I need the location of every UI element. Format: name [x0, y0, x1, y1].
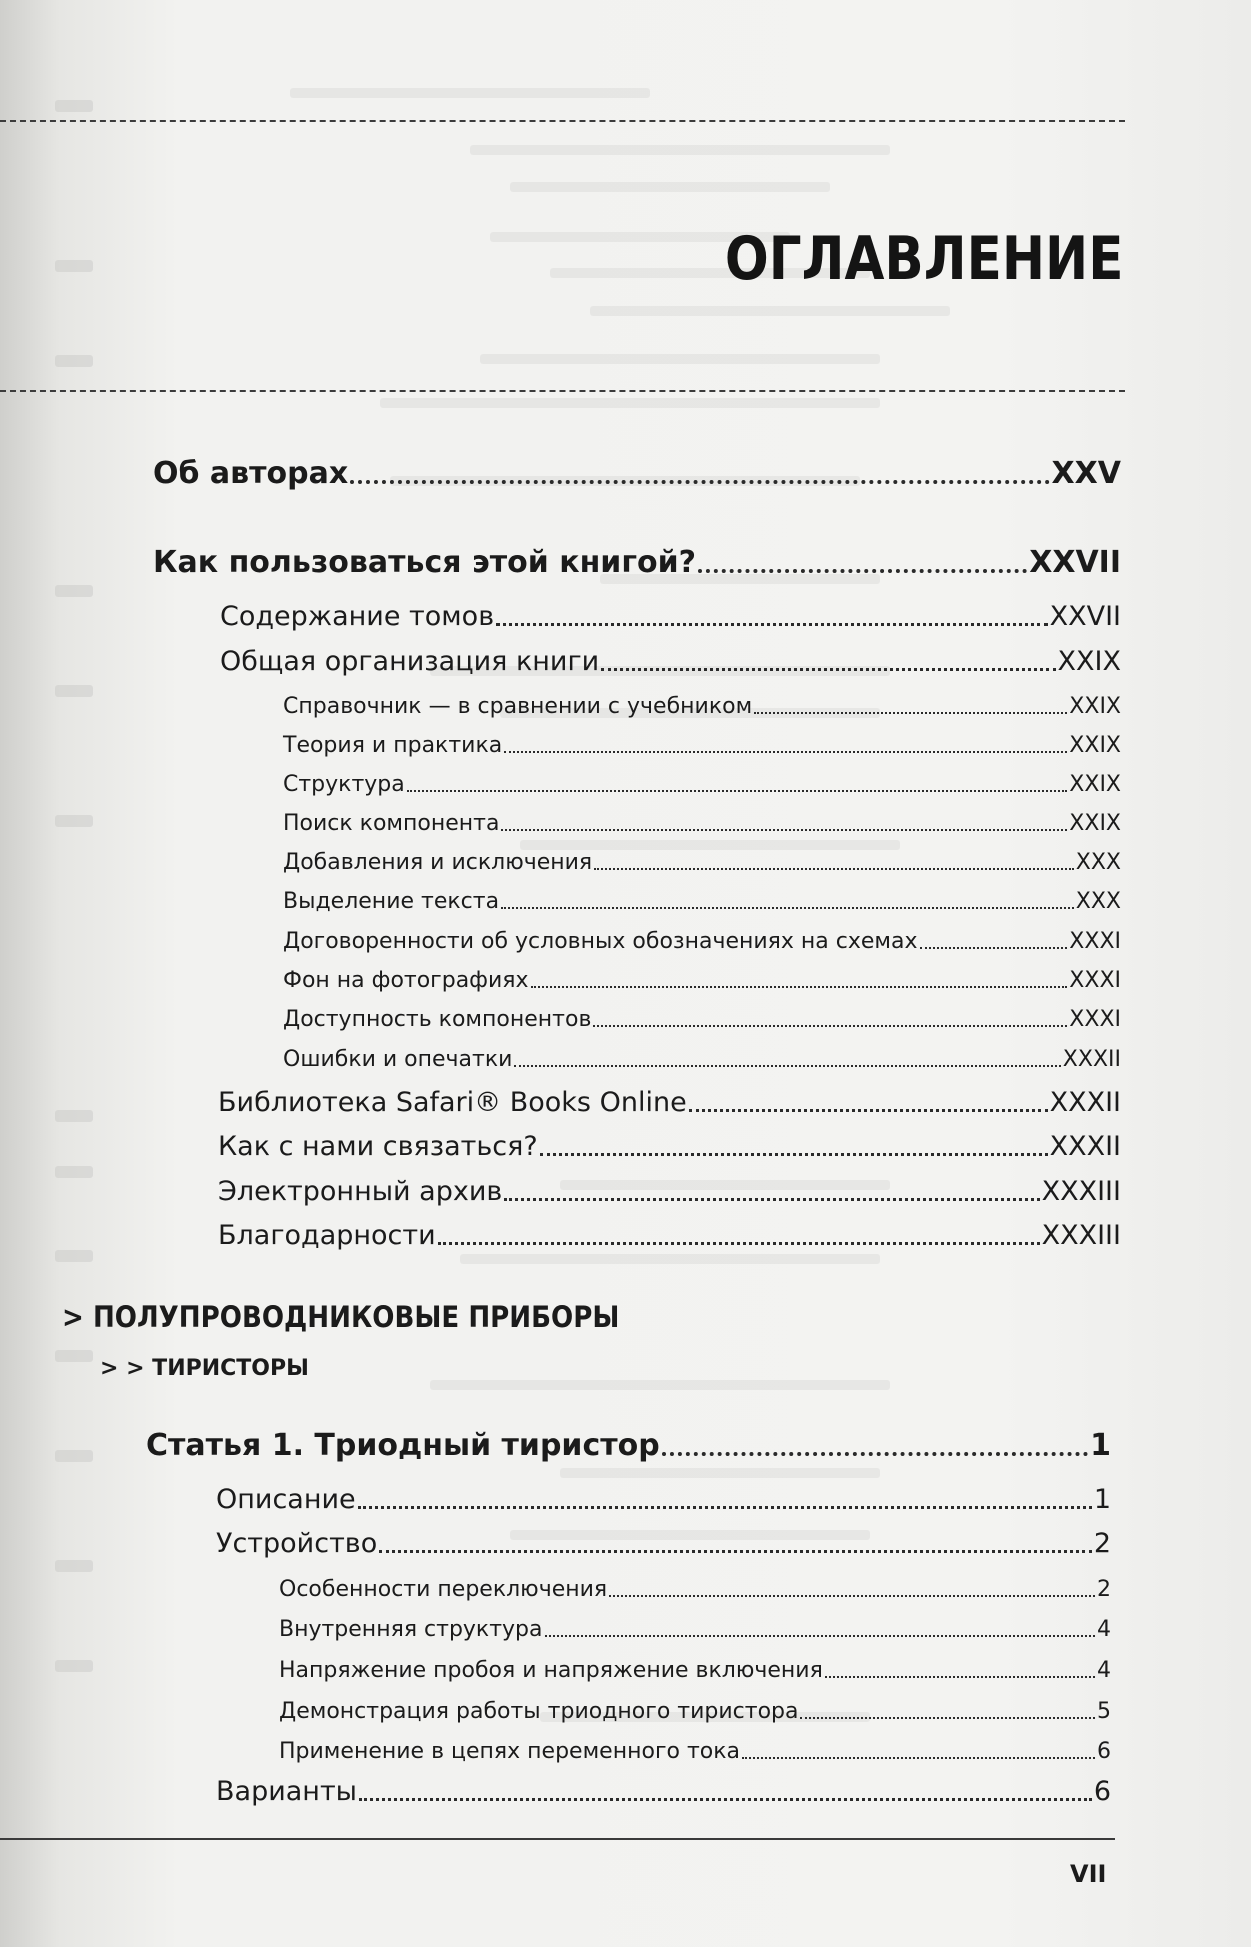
toc-entry-page: XXXIII [1041, 1176, 1121, 1207]
header-dashed-rule-bottom [0, 390, 1125, 392]
toc-entry-label: Особенности переключения [279, 1577, 608, 1602]
toc-entry-page: 4 [1097, 1617, 1111, 1642]
leader-dots [609, 1595, 1095, 1597]
toc-entry[interactable] [283, 772, 1121, 797]
toc-entry-label: Описание [216, 1484, 356, 1515]
leader-dots [504, 1198, 1039, 1201]
toc-entry[interactable] [283, 811, 1121, 836]
toc-entry-label: Внутренняя структура [279, 1617, 543, 1642]
leader-dots [504, 751, 1067, 753]
toc-entry-page: XXX [1075, 850, 1121, 875]
toc-entry-label: Теория и практика [283, 733, 503, 758]
toc-entry-label: Доступность компонентов [283, 1007, 592, 1032]
toc-entry-page: 6 [1097, 1739, 1111, 1764]
toc-entry-page: 4 [1097, 1658, 1111, 1683]
toc-entry-page: XXVII [1029, 545, 1121, 580]
toc-entry-label: Структура [283, 772, 405, 797]
toc-entry[interactable] [218, 1176, 1121, 1207]
section-heading[interactable]: > ПОЛУПРОВОДНИКОВЫЕ ПРИБОРЫ [62, 1300, 620, 1334]
leader-dots [698, 569, 1027, 573]
subsection-heading[interactable]: > > ТИРИСТОРЫ [100, 1356, 309, 1381]
toc-entry-label: Добавления и исключения [283, 850, 593, 875]
toc-entry-label: Применение в цепях переменного тока [279, 1739, 741, 1764]
toc-entry-page: 5 [1097, 1699, 1111, 1724]
toc-entry-label: Фон на фотографиях [283, 968, 529, 993]
leader-dots [407, 790, 1068, 792]
leader-dots [545, 1635, 1095, 1637]
toc-entry-label: Благодарности [218, 1220, 436, 1251]
leader-dots [800, 1717, 1095, 1719]
leader-dots [754, 712, 1067, 714]
toc-entry[interactable] [216, 1776, 1111, 1807]
leader-dots [359, 1798, 1092, 1801]
toc-entry[interactable] [279, 1617, 1111, 1642]
toc-entry-page: XXXII [1062, 1047, 1121, 1072]
toc-entry-page: 1 [1093, 1484, 1111, 1515]
toc-entry-page: XXXI [1069, 1007, 1121, 1032]
toc-entry-label: Выделение текста [283, 889, 500, 914]
toc-entry[interactable] [218, 1220, 1121, 1251]
toc-entry[interactable] [216, 1528, 1111, 1559]
toc-entry[interactable] [153, 456, 1121, 491]
leader-dots [379, 1550, 1092, 1553]
toc-entry[interactable] [220, 601, 1121, 632]
toc-entry[interactable] [279, 1577, 1111, 1602]
toc-entry[interactable] [283, 929, 1121, 954]
toc-entry-page: XXXII [1049, 1131, 1121, 1162]
leader-dots [540, 1153, 1048, 1156]
toc-entry-label: Напряжение пробоя и напряжение включения [279, 1658, 823, 1683]
toc-entry-label: Справочник — в сравнении с учебником [283, 694, 753, 719]
toc-entry-page: XXIX [1069, 772, 1121, 797]
footer-rule [0, 1838, 1115, 1840]
toc-entry[interactable] [283, 694, 1121, 719]
leader-dots [825, 1676, 1095, 1678]
toc-entry-label: Как с нами связаться? [218, 1131, 538, 1162]
toc-entry[interactable] [218, 1087, 1121, 1118]
toc-entry[interactable] [283, 733, 1121, 758]
toc-entry[interactable] [146, 1428, 1111, 1463]
toc-entry-label: Устройство [216, 1528, 378, 1559]
toc-entry-label: Общая организация книги [220, 646, 600, 677]
leader-dots [920, 947, 1068, 949]
toc-entry[interactable] [220, 646, 1121, 677]
toc-entry-label: Об авторах [153, 456, 349, 491]
toc-entry-page: XXX [1075, 889, 1121, 914]
leader-dots [742, 1757, 1095, 1759]
toc-entry-page: 2 [1093, 1528, 1111, 1559]
toc-entry[interactable] [279, 1699, 1111, 1724]
toc-entry-label: Библиотека Safari® Books Online [218, 1087, 687, 1118]
toc-entry-page: XXIX [1069, 811, 1121, 836]
toc-entry[interactable] [216, 1484, 1111, 1515]
toc-entry-label: Варианты [216, 1776, 357, 1807]
toc-entry-page: XXIX [1069, 733, 1121, 758]
leader-dots [662, 1452, 1088, 1456]
toc-entry-label: Статья 1. Триодный тиристор [146, 1428, 660, 1463]
leader-dots [496, 623, 1048, 626]
toc-entry-page: XXV [1051, 456, 1121, 491]
leader-dots [514, 1065, 1060, 1067]
toc-entry-page: XXXI [1069, 929, 1121, 954]
toc-entry-label: Поиск компонента [283, 811, 500, 836]
toc-entry-page: 2 [1097, 1577, 1111, 1602]
page-number: VII [1070, 1860, 1107, 1888]
toc-entry-label: Как пользоваться этой книгой? [153, 545, 697, 580]
toc-entry-page: XXIX [1057, 646, 1121, 677]
toc-entry[interactable] [279, 1658, 1111, 1683]
toc-entry-page: XXXIII [1041, 1220, 1121, 1251]
leader-dots [501, 829, 1067, 831]
leader-dots [358, 1506, 1092, 1509]
toc-entry[interactable] [153, 545, 1121, 580]
leader-dots [689, 1109, 1048, 1112]
toc-entry-page: XXIX [1069, 694, 1121, 719]
toc-entry-label: Содержание томов [220, 601, 495, 632]
leader-dots [601, 668, 1055, 671]
toc-entry[interactable] [218, 1131, 1121, 1162]
page-title: ОГЛАВЛЕНИЕ [724, 224, 1123, 294]
toc-entry-page: XXVII [1049, 601, 1121, 632]
leader-dots [350, 480, 1049, 484]
toc-entry-page: 1 [1090, 1428, 1111, 1463]
toc-entry[interactable] [283, 968, 1121, 993]
leader-dots [594, 868, 1074, 870]
toc-entry[interactable] [279, 1739, 1111, 1764]
toc-entry[interactable] [283, 1047, 1121, 1072]
header-dashed-rule-top [0, 120, 1125, 122]
toc-entry-label: Ошибки и опечатки [283, 1047, 513, 1072]
leader-dots [438, 1242, 1040, 1245]
toc-entry[interactable] [283, 1007, 1121, 1032]
leader-dots [531, 986, 1068, 988]
toc-entry-page: XXXII [1049, 1087, 1121, 1118]
leader-dots [501, 907, 1074, 909]
toc-entry-page: XXXI [1069, 968, 1121, 993]
toc-entry-label: Договоренности об условных обозначениях на схемах [283, 929, 918, 954]
toc-entry-label: Демонстрация работы триодного тиристора [279, 1699, 799, 1724]
toc-entry-page: 6 [1093, 1776, 1111, 1807]
leader-dots [593, 1025, 1067, 1027]
toc-entry[interactable] [283, 889, 1121, 914]
toc-entry[interactable] [283, 850, 1121, 875]
toc-entry-label: Электронный архив [218, 1176, 503, 1207]
